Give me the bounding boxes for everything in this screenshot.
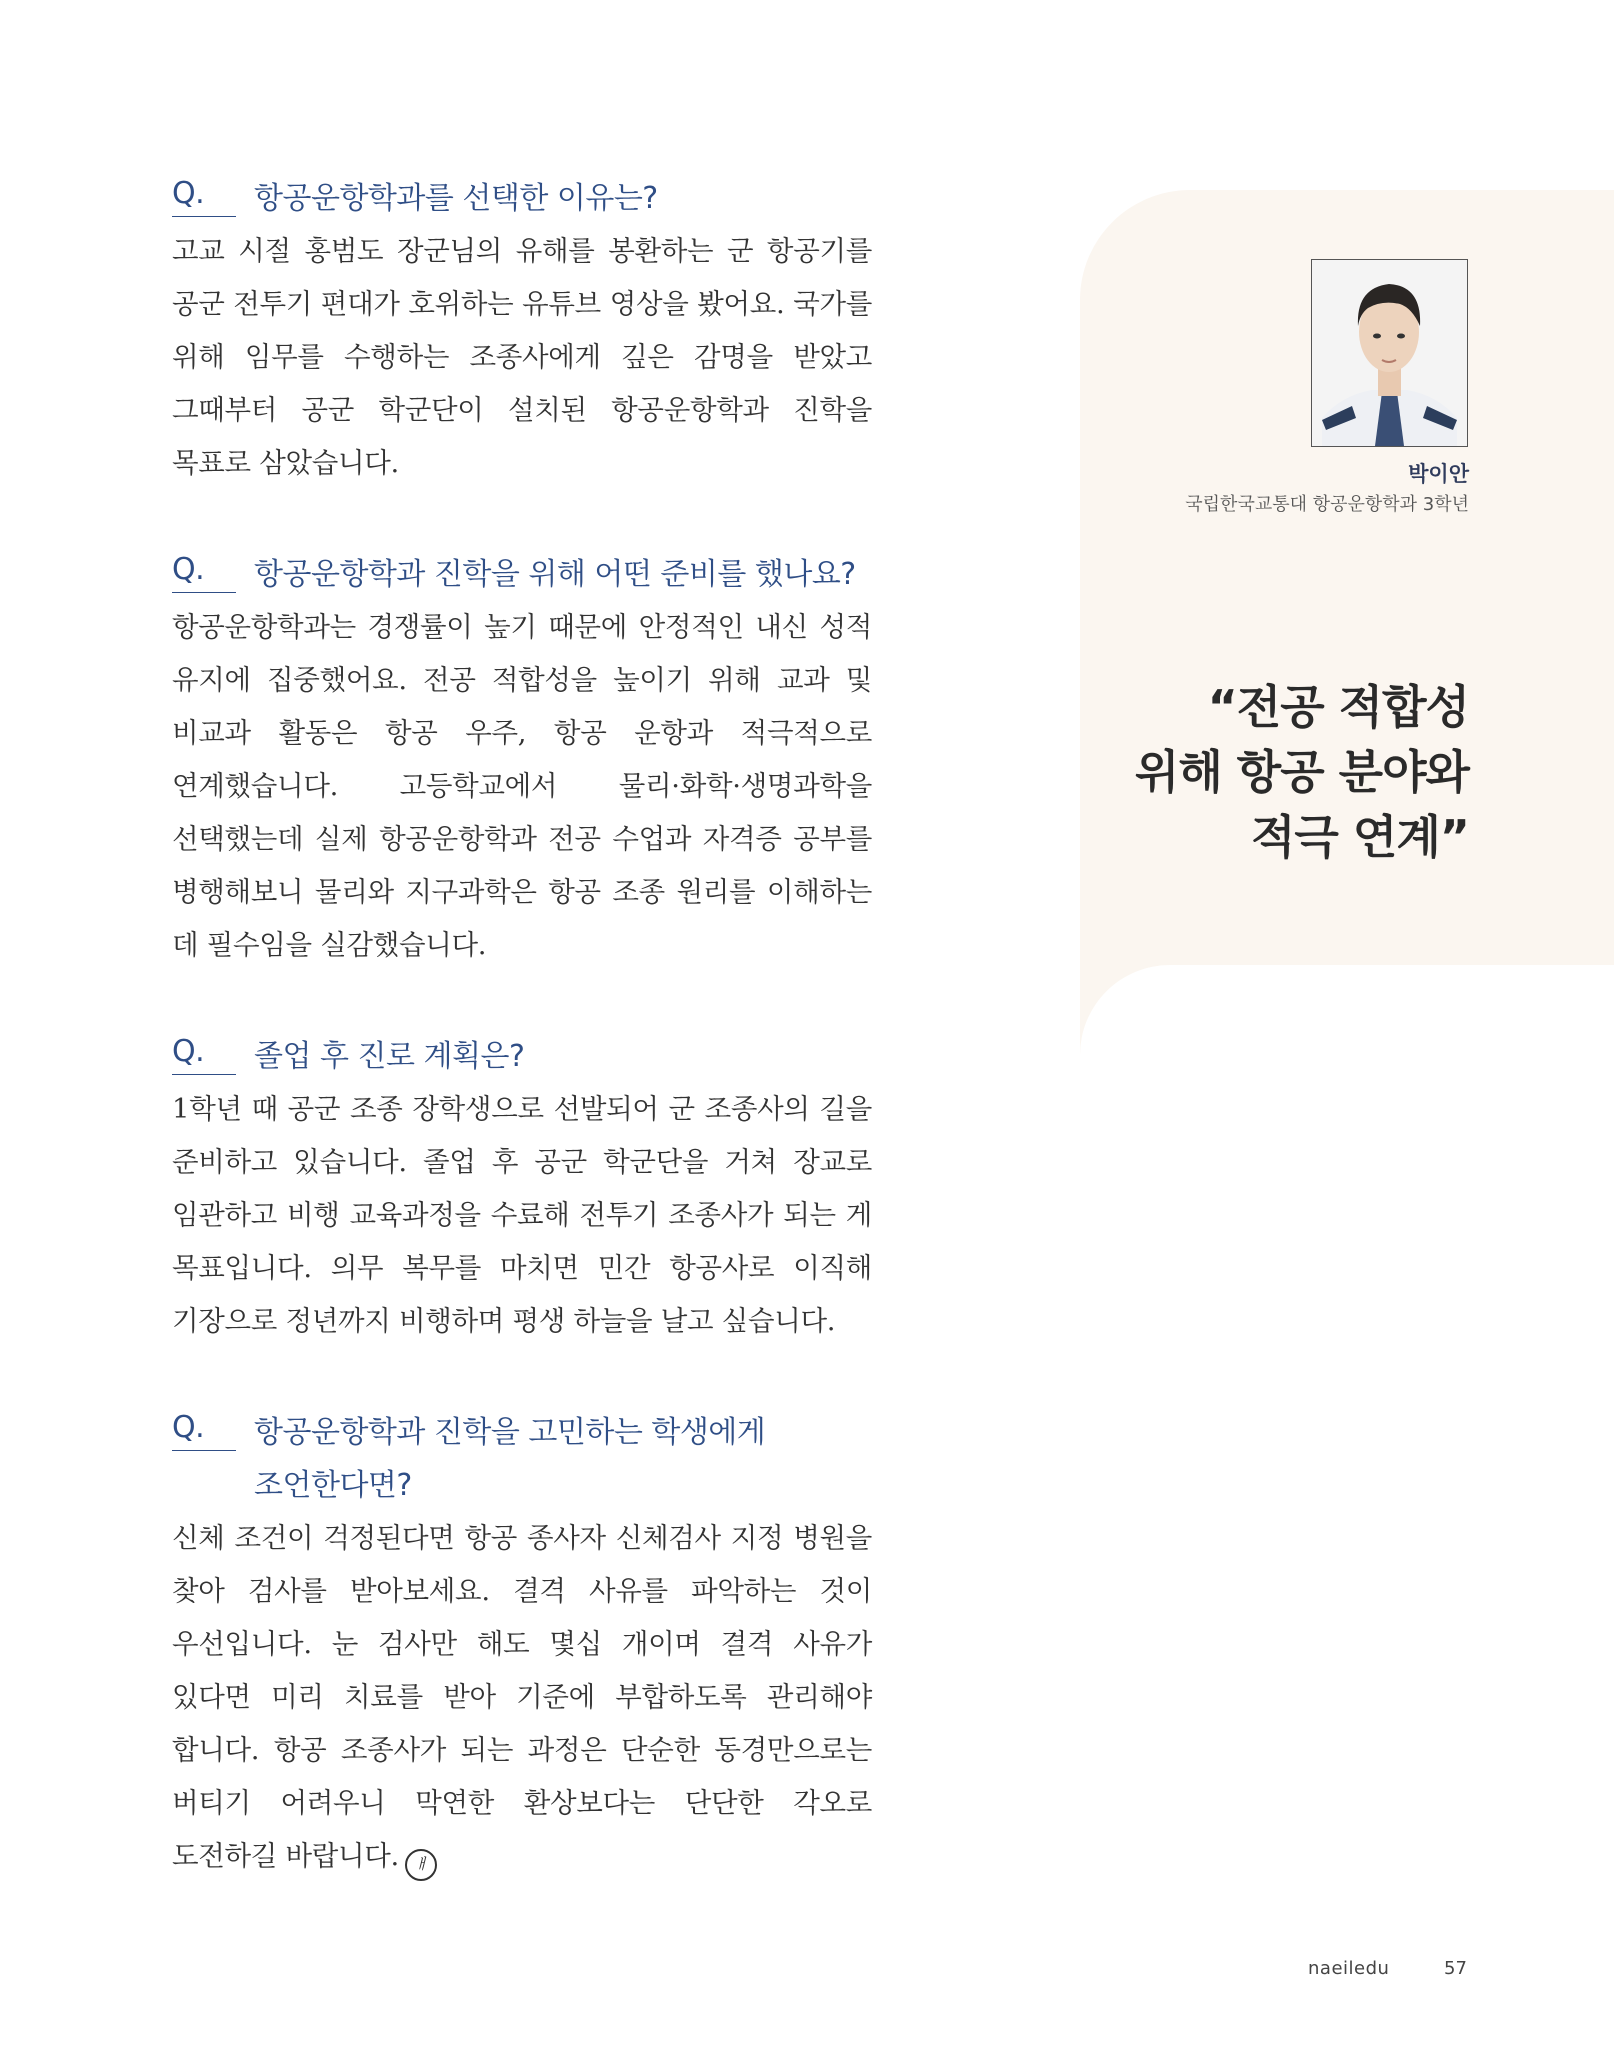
- q-mark: Q.: [172, 1406, 236, 1451]
- question-text-line2: 조언한다면?: [254, 1468, 412, 1503]
- question-heading: [172, 548, 872, 601]
- qa-item-2: [172, 548, 872, 972]
- answer-text: 항공운항학과는 경쟁률이 높기 때문에 안정적인 내신 성적 유지에 집중했어요. 전공 적합성을 높이기 위해 교과 및 비교과 활동은 항공 우주, 항공 운항과 적극적으로 연계했습니다. 고등학교에서 물리·화학·생명과학을 선택했는데 실제 항공운항학과 전공 수업과 자격증 공부를 병행해보니 물리와 지구과학은 항공 조종 원리를 이해하는 데 필수임을 실감했습니다.: [172, 611, 872, 961]
- pull-quote: [1009, 675, 1469, 870]
- footer-brand: naeiledu: [1308, 1958, 1390, 1979]
- profile-photo: [1311, 259, 1468, 447]
- sidebar-panel-curve: [1080, 965, 1614, 1055]
- profile-affiliation: 국립한국교통대 항공운항학과 3학년: [1185, 494, 1469, 515]
- q-mark: Q.: [172, 172, 236, 217]
- quote-line-1: “전공 적합성: [1207, 680, 1469, 734]
- answer-text: [172, 1512, 872, 1883]
- question-heading: [172, 1406, 872, 1512]
- question-text: 졸업 후 진로 계획은?: [254, 1039, 525, 1074]
- end-mark-icon: ㅐ: [405, 1849, 437, 1881]
- answer-text: 고교 시절 홍범도 장군님의 유해를 봉환하는 군 항공기를 공군 전투기 편대가 호위하는 유튜브 영상을 봤어요. 국가를 위해 임무를 수행하는 조종사에게 깊은 감명을 받았고 그때부터 공군 학군단이 설치된 항공운항학과 진학을 목표로 삼았습니다.: [172, 235, 872, 479]
- page-number: 57: [1444, 1958, 1467, 1979]
- question-text: 항공운항학과 진학을 위해 어떤 준비를 했나요?: [254, 557, 856, 592]
- qa-item-4: [172, 1406, 872, 1883]
- question-text: 항공운항학과를 선택한 이유는?: [254, 181, 658, 216]
- question-heading: [172, 1030, 872, 1083]
- qa-item-1: [172, 172, 872, 490]
- q-mark: Q.: [172, 1030, 236, 1075]
- question-heading: [172, 172, 872, 225]
- question-text-line1: 항공운항학과 진학을 고민하는 학생에게: [254, 1415, 766, 1450]
- qa-item-3: [172, 1030, 872, 1348]
- quote-line-3: 적극 연계”: [1251, 810, 1469, 864]
- q-mark: Q.: [172, 548, 236, 593]
- answer-body: 신체 조건이 걱정된다면 항공 종사자 신체검사 지정 병원을 찾아 검사를 받아보세요. 결격 사유를 파악하는 것이 우선입니다. 눈 검사만 해도 몇십 개이며 결격 사유가 있다면 미리 치료를 받아 기준에 부합하도록 관리해야 합니다. 항공 조종사가 되는 과정은 단순한 동경만으로는 버티기 어려우니 막연한 환상보다는 단단한 각오로 도전하길 바랍니다.: [172, 1522, 872, 1872]
- answer-text: 1학년 때 공군 조종 장학생으로 선발되어 군 조종사의 길을 준비하고 있습니다. 졸업 후 공군 학군단을 거쳐 장교로 임관하고 비행 교육과정을 수료해 전투기 조종사가 되는 게 목표입니다. 의무 복무를 마치면 민간 항공사로 이직해 기장으로 정년까지 비행하며 평생 하늘을 날고 싶습니다.: [172, 1093, 872, 1337]
- interview-column: [172, 172, 872, 1941]
- portrait-illustration: [1312, 260, 1467, 446]
- profile-name: 박이안: [1408, 462, 1469, 486]
- quote-line-2: 위해 항공 분야와: [1134, 745, 1469, 799]
